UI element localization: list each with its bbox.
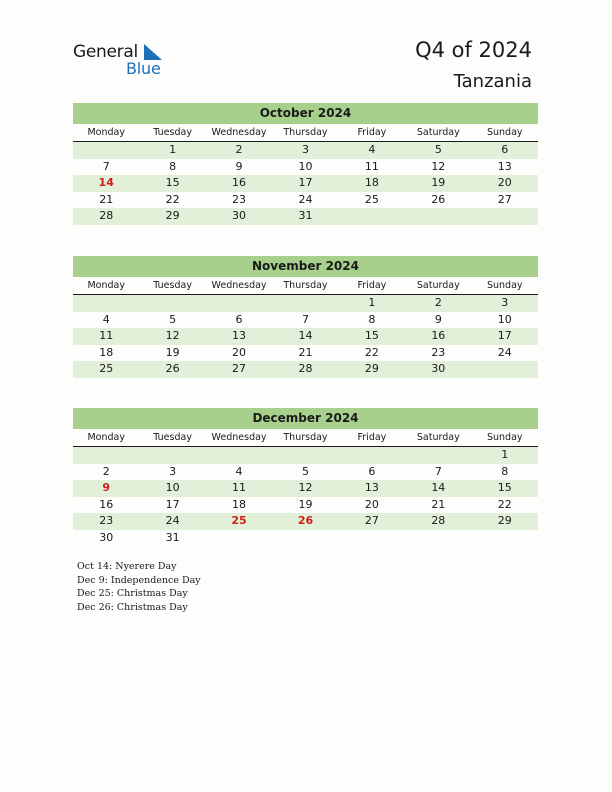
week-row bbox=[73, 361, 538, 378]
day-cell: 22 bbox=[497, 497, 512, 511]
logo-general-text: General bbox=[73, 42, 138, 62]
day-cell: 24 bbox=[298, 192, 313, 206]
day-cell: 7 bbox=[102, 159, 110, 173]
day-cell: 28 bbox=[298, 362, 313, 375]
day-cell: 15 bbox=[497, 481, 512, 494]
weekday-label: Tuesday bbox=[153, 280, 192, 291]
week-row bbox=[73, 159, 538, 176]
day-cell: 3 bbox=[169, 464, 177, 478]
day-cell: 7 bbox=[434, 464, 442, 478]
empty-day-cell bbox=[206, 447, 272, 464]
day-cell: 16 bbox=[99, 497, 114, 511]
day-cell: 5 bbox=[434, 143, 442, 156]
day-cell: 6 bbox=[501, 143, 509, 156]
day-cell: 27 bbox=[364, 514, 379, 527]
day-cell: 30 bbox=[99, 530, 114, 544]
empty-day-cell bbox=[73, 295, 139, 312]
day-cell: 23 bbox=[99, 514, 114, 527]
weekday-label: Friday bbox=[357, 432, 387, 443]
day-cell: 8 bbox=[368, 312, 376, 326]
day-cell: 14 bbox=[98, 176, 114, 189]
day-cell: 9 bbox=[235, 159, 243, 173]
weekday-label: Tuesday bbox=[153, 432, 192, 443]
logo-blue-text: Blue bbox=[126, 59, 161, 78]
day-cell: 9 bbox=[102, 481, 111, 494]
week-row bbox=[73, 447, 538, 464]
weekday-header-row bbox=[73, 277, 538, 295]
day-cell: 30 bbox=[431, 362, 446, 375]
day-cell: 13 bbox=[364, 481, 379, 494]
day-cell: 13 bbox=[232, 329, 247, 342]
day-cell: 18 bbox=[232, 497, 247, 511]
day-cell: 6 bbox=[368, 464, 376, 478]
week-row bbox=[73, 192, 538, 209]
week-row bbox=[73, 345, 538, 362]
weekday-label: Thursday bbox=[283, 280, 328, 291]
day-cell: 8 bbox=[501, 464, 509, 478]
day-cell: 1 bbox=[501, 448, 509, 461]
empty-day-cell bbox=[472, 361, 538, 378]
day-cell: 6 bbox=[235, 312, 243, 326]
weekday-label: Thursday bbox=[283, 127, 328, 138]
day-cell: 31 bbox=[165, 530, 180, 544]
weekday-label: Thursday bbox=[283, 432, 328, 443]
day-cell: 27 bbox=[497, 192, 512, 206]
week-row bbox=[73, 480, 538, 497]
day-cell: 19 bbox=[431, 176, 446, 189]
week-row bbox=[73, 208, 538, 225]
holiday-entry: Oct 14: Nyerere Day bbox=[77, 561, 177, 572]
day-cell: 16 bbox=[232, 176, 247, 189]
weekday-label: Sunday bbox=[486, 127, 523, 138]
empty-day-cell bbox=[139, 295, 205, 312]
week-row bbox=[73, 295, 538, 312]
generalblue-logo bbox=[73, 42, 173, 78]
day-cell: 19 bbox=[165, 345, 180, 359]
empty-day-cell bbox=[206, 295, 272, 312]
day-cell: 3 bbox=[301, 143, 309, 156]
day-cell: 11 bbox=[99, 329, 114, 342]
logo-triangle-icon bbox=[142, 44, 164, 60]
empty-day-cell bbox=[339, 530, 405, 547]
empty-day-cell bbox=[73, 142, 139, 159]
day-cell: 4 bbox=[235, 464, 243, 478]
day-cell: 21 bbox=[99, 192, 114, 206]
day-cell: 17 bbox=[497, 329, 512, 342]
day-cell: 26 bbox=[297, 514, 314, 527]
day-cell: 18 bbox=[99, 345, 114, 359]
week-row bbox=[73, 142, 538, 159]
quarter-title: Q4 of 2024 bbox=[415, 38, 532, 62]
day-cell: 31 bbox=[298, 209, 313, 222]
weekday-label: Friday bbox=[357, 127, 387, 138]
day-cell: 29 bbox=[364, 362, 379, 375]
day-cell: 9 bbox=[434, 312, 442, 326]
day-cell: 26 bbox=[431, 192, 446, 206]
day-cell: 22 bbox=[165, 192, 180, 206]
weekday-header-row bbox=[73, 429, 538, 447]
day-cell: 25 bbox=[99, 362, 114, 375]
day-cell: 12 bbox=[165, 329, 180, 342]
day-cell: 13 bbox=[497, 159, 512, 173]
empty-day-cell bbox=[272, 447, 338, 464]
day-cell: 8 bbox=[169, 159, 177, 173]
weekday-label: Tuesday bbox=[153, 127, 192, 138]
day-cell: 10 bbox=[165, 481, 180, 494]
day-cell: 19 bbox=[298, 497, 313, 511]
day-cell: 25 bbox=[231, 514, 247, 527]
day-cell: 27 bbox=[232, 362, 247, 375]
weekday-label: Wednesday bbox=[211, 280, 267, 291]
day-cell: 20 bbox=[232, 345, 247, 359]
weekday-label: Monday bbox=[87, 280, 125, 291]
day-cell: 24 bbox=[165, 514, 180, 527]
country-name: Tanzania bbox=[453, 71, 532, 92]
day-cell: 21 bbox=[431, 497, 446, 511]
empty-day-cell bbox=[405, 530, 471, 547]
day-cell: 14 bbox=[298, 329, 313, 342]
day-cell: 2 bbox=[102, 464, 110, 478]
day-cell: 25 bbox=[364, 192, 379, 206]
empty-day-cell bbox=[272, 295, 338, 312]
week-row bbox=[73, 464, 538, 481]
day-cell: 4 bbox=[102, 312, 110, 326]
day-cell: 3 bbox=[501, 296, 509, 309]
day-cell: 1 bbox=[368, 296, 376, 309]
day-cell: 11 bbox=[232, 481, 247, 494]
week-row bbox=[73, 175, 538, 192]
empty-day-cell bbox=[139, 447, 205, 464]
day-cell: 22 bbox=[364, 345, 379, 359]
day-cell: 20 bbox=[364, 497, 379, 511]
day-cell: 28 bbox=[431, 514, 446, 527]
week-row bbox=[73, 513, 538, 530]
month-title: October 2024 bbox=[73, 103, 538, 124]
weekday-label: Monday bbox=[87, 432, 125, 443]
empty-day-cell bbox=[472, 530, 538, 547]
weekday-label: Friday bbox=[357, 280, 387, 291]
week-row bbox=[73, 328, 538, 345]
empty-day-cell bbox=[73, 447, 139, 464]
day-cell: 17 bbox=[298, 176, 313, 189]
day-cell: 21 bbox=[298, 345, 313, 359]
day-cell: 1 bbox=[169, 143, 177, 156]
empty-day-cell bbox=[472, 208, 538, 225]
month-title: December 2024 bbox=[73, 408, 538, 429]
day-cell: 10 bbox=[497, 312, 512, 326]
day-cell: 17 bbox=[165, 497, 180, 511]
day-cell: 16 bbox=[431, 329, 446, 342]
day-cell: 15 bbox=[165, 176, 180, 189]
empty-day-cell bbox=[339, 208, 405, 225]
day-cell: 26 bbox=[165, 362, 180, 375]
day-cell: 29 bbox=[165, 209, 180, 222]
day-cell: 5 bbox=[301, 464, 309, 478]
weekday-label: Saturday bbox=[416, 280, 460, 291]
weekday-header-row bbox=[73, 124, 538, 142]
day-cell: 11 bbox=[364, 159, 379, 173]
holiday-list bbox=[77, 560, 201, 614]
day-cell: 29 bbox=[497, 514, 512, 527]
weekday-label: Saturday bbox=[416, 432, 460, 443]
week-row bbox=[73, 530, 538, 547]
week-row bbox=[73, 497, 538, 514]
day-cell: 15 bbox=[364, 329, 379, 342]
month-title: November 2024 bbox=[73, 256, 538, 277]
empty-day-cell bbox=[405, 208, 471, 225]
weekday-label: Sunday bbox=[486, 280, 523, 291]
day-cell: 2 bbox=[235, 143, 243, 156]
day-cell: 12 bbox=[298, 481, 313, 494]
empty-day-cell bbox=[206, 530, 272, 547]
day-cell: 2 bbox=[434, 296, 442, 309]
empty-day-cell bbox=[272, 530, 338, 547]
week-row bbox=[73, 312, 538, 329]
day-cell: 23 bbox=[431, 345, 446, 359]
day-cell: 7 bbox=[301, 312, 309, 326]
holiday-entry: Dec 9: Independence Day bbox=[77, 574, 201, 586]
month-october bbox=[73, 103, 538, 225]
weekday-label: Saturday bbox=[416, 127, 460, 138]
day-cell: 23 bbox=[232, 192, 247, 206]
day-cell: 24 bbox=[497, 345, 512, 359]
weekday-label: Wednesday bbox=[211, 127, 267, 138]
empty-day-cell bbox=[405, 447, 471, 464]
month-november bbox=[73, 256, 538, 378]
empty-day-cell bbox=[339, 447, 405, 464]
day-cell: 4 bbox=[368, 143, 376, 156]
day-cell: 30 bbox=[232, 209, 247, 222]
holiday-entry: Dec 25: Christmas Day bbox=[77, 588, 188, 599]
day-cell: 28 bbox=[99, 209, 114, 222]
day-cell: 20 bbox=[497, 176, 512, 189]
weekday-label: Monday bbox=[87, 127, 125, 138]
day-cell: 12 bbox=[431, 159, 446, 173]
day-cell: 10 bbox=[298, 159, 313, 173]
weekday-label: Wednesday bbox=[211, 432, 267, 443]
holiday-entry: Dec 26: Christmas Day bbox=[77, 601, 188, 613]
day-cell: 5 bbox=[169, 312, 177, 326]
month-december bbox=[73, 408, 538, 546]
day-cell: 18 bbox=[364, 176, 379, 189]
day-cell: 14 bbox=[431, 481, 446, 494]
weekday-label: Sunday bbox=[486, 432, 523, 443]
